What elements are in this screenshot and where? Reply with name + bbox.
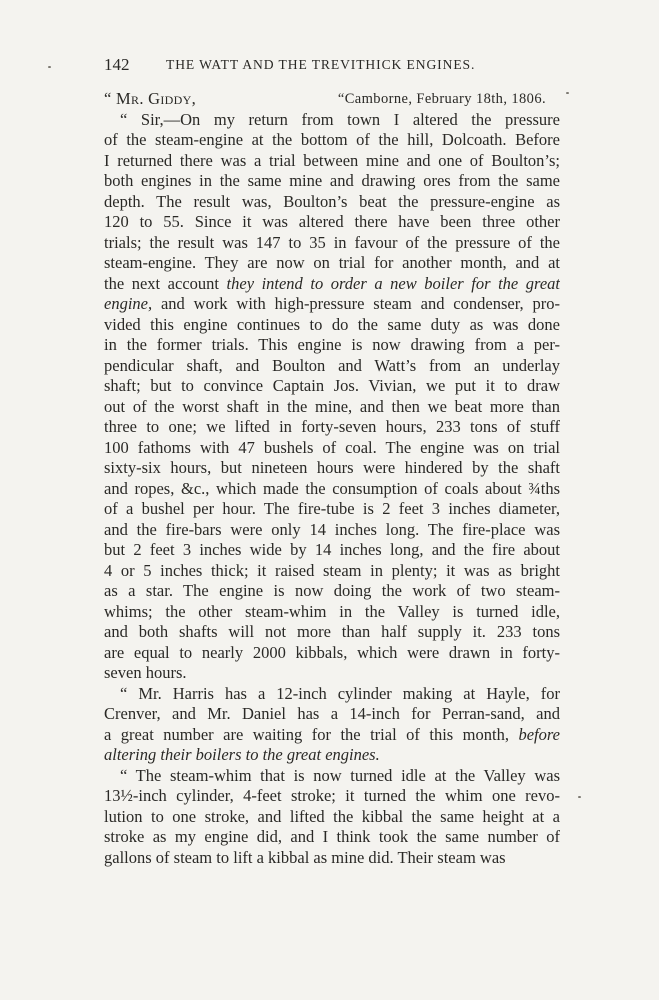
- running-head: [104, 55, 550, 79]
- text-line: stroke as my engine did, and I think took the same number of: [104, 827, 560, 846]
- text-line: I returned there was a trial between mine and one of Boulton’s;: [104, 150, 560, 170]
- text-line: but 2 feet 3 inches wide by 14 inches long, and the fire about: [104, 540, 560, 559]
- dateline: “Camborne, February 18th, 1806.: [337, 91, 546, 107]
- text-line: 100 fathoms with 47 bushels of coal. The engine was on trial: [104, 437, 560, 457]
- text-line: Crenver, and Mr. Daniel has a 14-inch for Perran-sand, and: [104, 704, 560, 723]
- text-line: steam-engine. They are now on trial for another month, and at: [104, 253, 560, 272]
- text-line: the next account they intend to order a new boiler for the great: [104, 273, 560, 293]
- running-title: THE WATT AND THE TREVITHICK ENGINES.: [166, 57, 476, 72]
- text-line: whims; the other steam-whim in the Valley is turned idle,: [104, 601, 560, 621]
- text-line: shaft; but to convince Captain Jos. Vivian, we put it to draw: [104, 376, 560, 395]
- text-line: engine, and work with high-pressure steam and condenser, pro-: [104, 294, 560, 313]
- text-line: 120 to 55. Since it was altered there have been three other: [104, 212, 560, 231]
- text-line: 4 or 5 inches thick; it raised steam in plenty; it was as bright: [104, 560, 560, 580]
- text-line: pendicular shaft, and Boulton and Watt’s from an underlay: [104, 355, 560, 375]
- text-line: altering their boilers to the great engines.: [104, 745, 380, 764]
- text-line: both engines in the same mine and drawing ores from the same: [104, 171, 560, 190]
- margin-speck: [48, 66, 51, 68]
- text-line: of a bushel per hour. The fire-tube is 2 feet 3 inches diameter,: [104, 499, 560, 518]
- margin-speck: [566, 92, 569, 94]
- text-line: three to one; we lifted in forty-seven hours, 233 tons of stuff: [104, 417, 560, 436]
- page-number: 142: [104, 55, 130, 74]
- text-line: and ropes, &c., which made the consumption of coals about ¾ths: [104, 478, 560, 498]
- text-line: as a star. The engine is now doing the work of two steam-: [104, 581, 560, 600]
- text-line: a great number are waiting for the trial of this month, before: [104, 724, 560, 744]
- text-line: “ The steam-whim that is now turned idle at the Valley was: [120, 765, 560, 785]
- salutation: “ Mr. Giddy,: [104, 89, 197, 108]
- margin-speck: [578, 796, 581, 798]
- text-line: depth. The result was, Boulton’s beat the pressure-engine as: [104, 191, 560, 211]
- text-line: “ Mr. Harris has a 12-inch cylinder making at Hayle, for: [120, 683, 560, 703]
- text-line: vided this engine continues to do the same duty as was done: [104, 314, 560, 334]
- letter-lines: [104, 110, 560, 869]
- text-line: are equal to nearly 2000 kibbals, which were drawn in forty-: [104, 642, 560, 662]
- text-line: lution to one stroke, and lifted the kibbal the same height at a: [104, 806, 560, 826]
- text-line: trials; the result was 147 to 35 in favour of the pressure of the: [104, 232, 560, 252]
- text-line: and the fire-bars were only 14 inches long. The fire-place was: [104, 519, 560, 539]
- text-line: seven hours.: [104, 663, 187, 682]
- letter-body: [104, 89, 560, 868]
- text-line: gallons of steam to lift a kibbal as mine did. Their steam was: [104, 847, 506, 867]
- text-line: out of the worst shaft in the mine, and then we beat more than: [104, 396, 560, 416]
- text-line: and both shafts will not more than half supply it. 233 tons: [104, 622, 560, 641]
- text-line: in the former trials. This engine is now drawing from a per-: [104, 335, 560, 354]
- text-line: sixty-six hours, but nineteen hours were hindered by the shaft: [104, 458, 560, 477]
- text-line: 13½-inch cylinder, 4-feet stroke; it turned the whim one revo-: [104, 786, 560, 805]
- text-line: of the steam-engine at the bottom of the hill, Dolcoath. Before: [104, 130, 560, 149]
- text-line: “ Sir,—On my return from town I altered the pressure: [120, 109, 560, 129]
- letter-heading: [104, 89, 560, 110]
